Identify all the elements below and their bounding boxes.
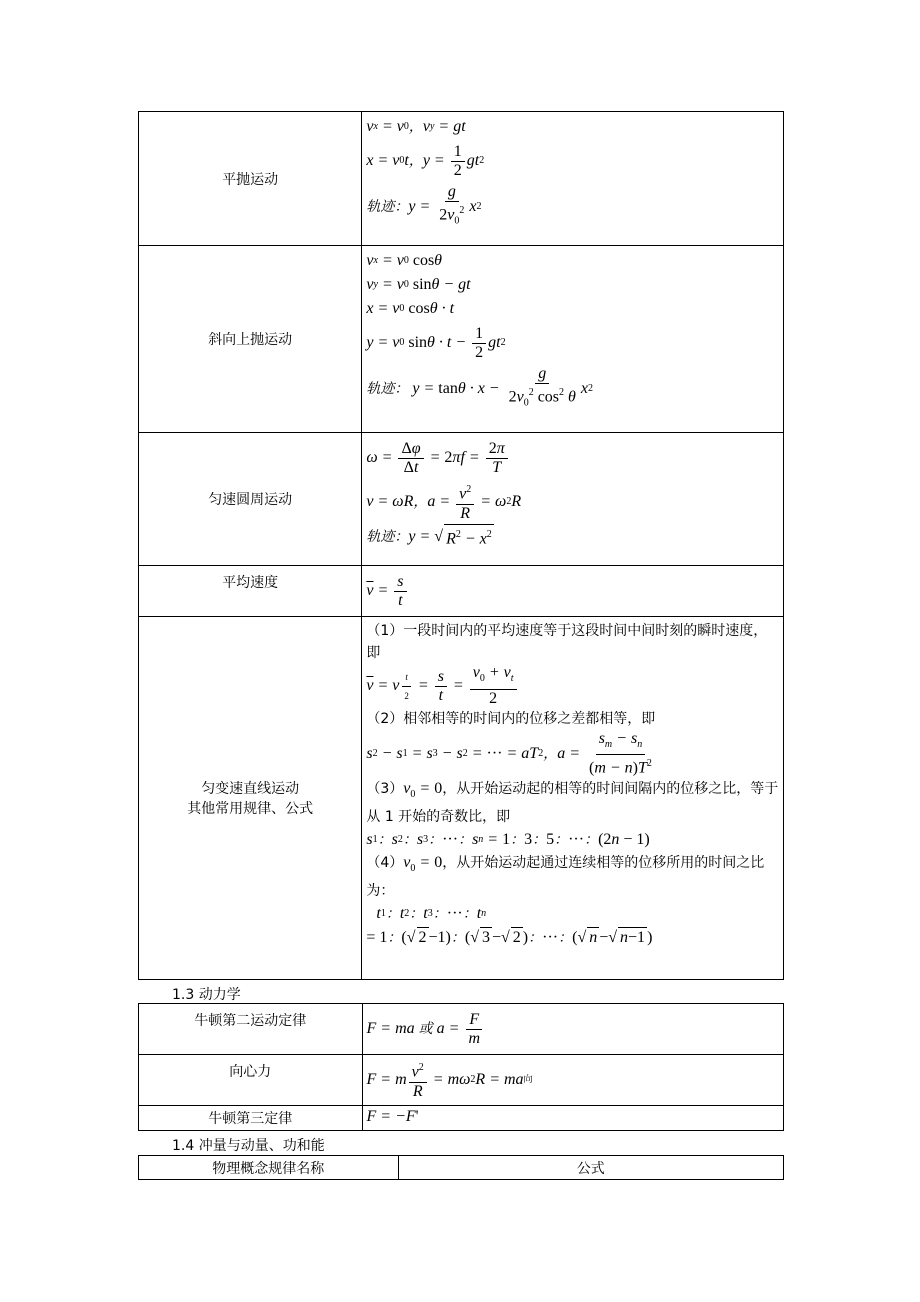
column-header-formula: 公式: [398, 1156, 783, 1180]
formula-cell: （1）一段时间内的平均速度等于这段时间中间时刻的瞬时速度，即 $\overline{v}$ = v $\frac{t}{2}$ = $\frac{s}{t}$ = $\frac{v_0 + v_t}{2}$ （2）相邻相等的时间内的位移之差都相等，即 s 2 − s 1 = s 3 − s 2 = ··· = aT 2 ， a = $\frac{s_m - s_n}{(m - n)T^2}$ $(3)v_0 = 0$，从开始运动起的相等的时间间隔内的位移之比，等于从 1 开始的奇数比，即 s 1 ： s 2 ： s 3 ： ··· ： s n = 1 ： 3 ： 5 ： ··· ： (2 n − 1) $(4)v_0 = 0$，从开始运动起通过连续相等的位移所用的时间之比为： t 1 ： t 2 ： t 3 ： ··· ： t n = 1 ： (√ 2 −1) ： (√ 3 −√ 2 ) ： ··· ： (√ n −√ n−1 ): [362, 617, 784, 980]
row-name: 斜向上抛运动: [139, 246, 362, 433]
row-name-line1: 匀变速直线运动: [201, 781, 300, 797]
table-row: [139, 566, 784, 617]
row-name: 牛顿第二运动定律: [139, 1004, 363, 1055]
table-row: [139, 1004, 784, 1055]
section-heading-dynamics: 1.3 动力学: [172, 987, 241, 1003]
formula-cell: v x = v 0 ， v y = gt x = v 0 t ， y = $\frac{1}{2}$ gt 2 轨迹： y = $\frac{g}{2v_0^2}$ x 2: [362, 112, 784, 246]
formula-cell: F = −F ': [362, 1106, 783, 1131]
rule-1: （1）一段时间内的平均速度等于这段时间中间时刻的瞬时速度，即: [366, 623, 768, 661]
formula-cell: v x = v 0 cos θ v y = v 0 sin θ − gt x = v 0 cos θ · t y = v 0 sin θ · t − $\frac{1}{2}$ gt 2 轨迹： y = tan θ · x − $\frac{g}{2v_0^2 \cos^2 \theta}$ x 2: [362, 246, 784, 433]
table-row: [139, 1055, 784, 1106]
rule-3: $(3)v_0 = 0$，从开始运动起的相等的时间间隔内的位移之比，等于从 1 开始的奇数比，即: [366, 779, 779, 825]
table-row: [139, 1106, 784, 1131]
kinematics-table: [138, 111, 784, 980]
table-row: [139, 112, 784, 246]
rule-2: （2）相邻相等的时间内的位移之差都相等，即: [366, 711, 656, 727]
row-name: 牛顿第三定律: [139, 1106, 363, 1131]
row-name: 平均速度: [139, 566, 362, 617]
section-heading-momentum-energy: 1.4 冲量与动量、功和能: [172, 1138, 325, 1154]
table-row: [139, 433, 784, 566]
formula-cell: ω = $\frac{\Delta\varphi}{\Delta t}$ = 2 πf = $\frac{2\pi}{T}$ v = ωR ， a = $\frac{v^2}{R}$ = ω 2 R 轨迹： y = √ $R^2 - x^2$: [362, 433, 784, 566]
formula-cell: F = m $\frac{v^2}{R}$ = mω 2 R = ma 向: [362, 1055, 783, 1106]
rule-4: $(4)v_0 = 0$，从开始运动起通过连续相等的位移所用的时间之比为：: [366, 853, 765, 899]
row-name: 向心力: [139, 1055, 363, 1106]
table-row: [139, 246, 784, 433]
row-name: 平抛运动: [139, 112, 362, 246]
row-name: [139, 617, 362, 980]
formula-cell: $\overline{v}$ = $\frac{s}{t}$: [362, 566, 784, 617]
column-header-name: 物理概念规律名称: [139, 1156, 399, 1180]
table-row: [139, 617, 784, 980]
table-header-row: [139, 1156, 784, 1180]
formula-cell: F = ma 或 a = $\frac{F}{m}$: [362, 1004, 783, 1055]
momentum-energy-table: [138, 1155, 784, 1180]
row-name: 匀速圆周运动: [139, 433, 362, 566]
row-name-line2: 其他常用规律、公式: [187, 801, 314, 817]
dynamics-table: [138, 1003, 784, 1131]
